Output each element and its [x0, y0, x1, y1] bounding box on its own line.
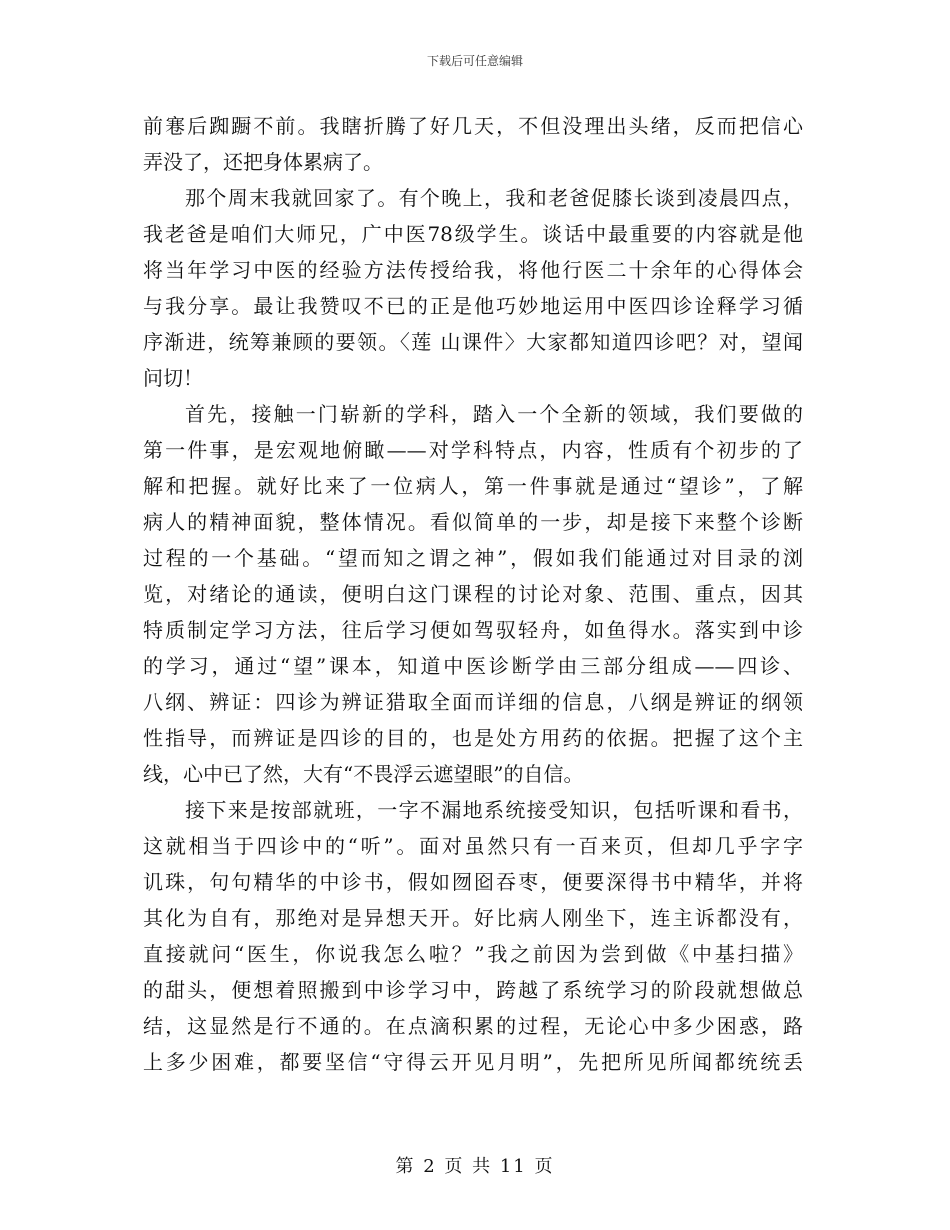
paragraph: [143, 792, 803, 1080]
text-line: 览，对绪论的通读，便明白这门课程的讨论对象、范围、重点，因其: [143, 582, 803, 606]
text-line: 第一件事，是宏观地俯瞰——对学科特点，内容，性质有个初步的了: [143, 438, 803, 462]
page-number: 第 2 页 共 11 页: [395, 1156, 555, 1177]
text-line: 直接就问“医生，你说我怎么啦？”我之前因为尝到做《中基扫描》: [143, 942, 803, 966]
text-line: 这就相当于四诊中的“听”。面对虽然只有一百来页，但却几乎字字: [143, 834, 803, 858]
text-line: 讥珠，句句精华的中诊书，假如囫囵吞枣，便要深得书中精华，并将: [143, 870, 803, 894]
text-line: 特质制定学习方法，往后学习便如驾驭轻舟，如鱼得水。落实到中诊: [143, 618, 803, 642]
paragraph: [143, 396, 803, 792]
text-line: 我老爸是咱们大师兄，广中医78级学生。谈话中最重要的内容就是他: [143, 222, 803, 246]
text-line: 其化为自有，那绝对是异想天开。好比病人刚坐下，连主诉都没有，: [143, 906, 803, 930]
text-line: 的学习，通过“望”课本，知道中医诊断学由三部分组成——四诊、: [143, 654, 803, 678]
text-line: 的甜头，便想着照搬到中诊学习中，跨越了系统学习的阶段就想做总: [143, 978, 803, 1002]
body-text: [143, 108, 803, 1080]
text-line: 解和把握。就好比来了一位病人，第一件事就是通过“望诊”，了解: [143, 474, 803, 498]
text-line: 过程的一个基础。“望而知之谓之神”，假如我们能通过对目录的浏: [143, 546, 803, 570]
text-line: 首先，接触一门崭新的学科，踏入一个全新的领域，我们要做的: [185, 402, 803, 426]
paragraph: [143, 108, 803, 180]
text-line: 性指导，而辨证是四诊的目的，也是处方用药的依据。把握了这个主: [143, 726, 803, 750]
text-line: 那个周末我就回家了。有个晚上，我和老爸促膝长谈到凌晨四点，: [185, 186, 803, 210]
paragraph: [143, 180, 803, 396]
text-line: 上多少困难，都要坚信“守得云开见月明”，先把所见所闻都统统丢: [143, 1050, 803, 1074]
text-line: 接下来是按部就班，一字不漏地系统接受知识，包括听课和看书，: [185, 798, 803, 822]
header-note: 下载后可任意编辑: [426, 54, 523, 68]
text-line: 将当年学习中医的经验方法传授给我，将他行医二十余年的心得体会: [143, 258, 803, 282]
text-line: 序渐进，统筹兼顾的要领。〈莲 山课件〉大家都知道四诊吧？对，望闻: [143, 330, 803, 354]
text-line: 结，这显然是行不通的。在点滴积累的过程，无论心中多少困惑，路: [143, 1014, 803, 1038]
text-line: 八纲、辨证：四诊为辨证猎取全面而详细的信息，八纲是辨证的纲领: [143, 690, 803, 714]
text-line: 问切！: [143, 366, 203, 390]
text-line: 与我分享。最让我赞叹不已的正是他巧妙地运用中医四诊诠释学习循: [143, 294, 803, 318]
text-line: 病人的精神面貌，整体情况。看似简单的一步，却是接下来整个诊断: [143, 510, 803, 534]
text-line: 线，心中已了然，大有“不畏浮云遮望眼”的自信。: [143, 762, 584, 786]
text-line: 弄没了，还把身体累病了。: [143, 150, 383, 174]
text-line: 前寋后踟蹰不前。我瞎折腾了好几天，不但没理出头绪，反而把信心: [143, 114, 803, 138]
